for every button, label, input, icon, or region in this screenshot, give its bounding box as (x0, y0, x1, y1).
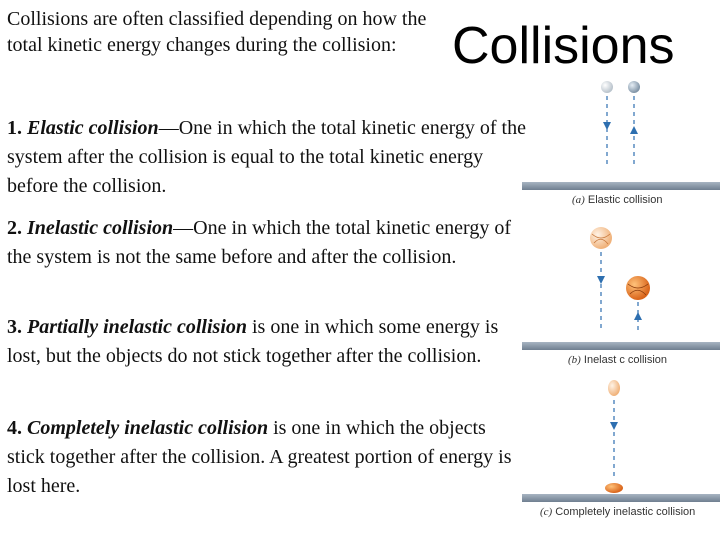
caption-text: Completely inelastic collision (555, 506, 696, 518)
caption-letter: (c) (540, 506, 553, 518)
panel-inelastic (522, 227, 720, 350)
term-partially-inelastic-collision: Partially inelastic collision (27, 316, 247, 338)
definition-text: is one in which some energy is lost, but the objects do not stick together after the collision. (7, 316, 499, 367)
term-elastic-collision: Elastic collision (27, 117, 159, 139)
definition-text: —One in which the total kinetic energy of the system is not the same before and after the collision. (7, 217, 511, 268)
caption-text: Inelast c collision (583, 354, 668, 366)
item-number: 2. (7, 217, 22, 239)
slide-title: Collisions (452, 17, 675, 75)
caption-completely-inelastic (540, 506, 695, 518)
flattened-ball-icon (605, 483, 623, 493)
arrow-up-icon (630, 126, 638, 134)
arrow-down-icon (603, 122, 611, 130)
item-number: 1. (7, 117, 22, 139)
arrow-down-icon (610, 422, 618, 430)
arrow-up-icon (634, 312, 642, 320)
caption-elastic (572, 194, 662, 206)
caption-letter: (a) (572, 194, 585, 206)
caption-text: Elastic collision (587, 194, 663, 206)
term-completely-inelastic-collision: Completely inelastic collision (27, 417, 269, 439)
item-number: 4. (7, 417, 22, 439)
intro-text: Collisions are often classified depending on how the total kinetic energy changes during the collision: (7, 8, 427, 56)
arrow-down-icon (597, 276, 605, 284)
definition-text: —One in which the total kinetic energy of the system after the collision is equal to the total kinetic energy before the collision. (7, 117, 526, 197)
caption-inelastic (568, 354, 667, 366)
caption-letter: (b) (568, 354, 581, 366)
paragraph-completely-inelastic (7, 414, 512, 501)
term-inelastic-collision: Inelastic collision (27, 217, 174, 239)
collision-illustration (522, 70, 720, 540)
panel-completely-inelastic (522, 380, 720, 502)
item-number: 3. (7, 316, 22, 338)
floor (522, 182, 720, 190)
floor (522, 494, 720, 502)
collision-figure (522, 70, 720, 540)
ball-before-icon (608, 380, 620, 396)
paragraph-elastic (7, 114, 527, 201)
floor (522, 342, 720, 350)
ball-after-icon (628, 81, 640, 93)
definition-text: is one in which the objects stick together after the collision. A greatest portion of energy is lost here. (7, 417, 512, 497)
paragraph-inelastic (7, 214, 527, 272)
paragraph-partially-inelastic (7, 313, 512, 371)
ball-before-icon (601, 81, 613, 93)
panel-elastic (522, 81, 720, 190)
